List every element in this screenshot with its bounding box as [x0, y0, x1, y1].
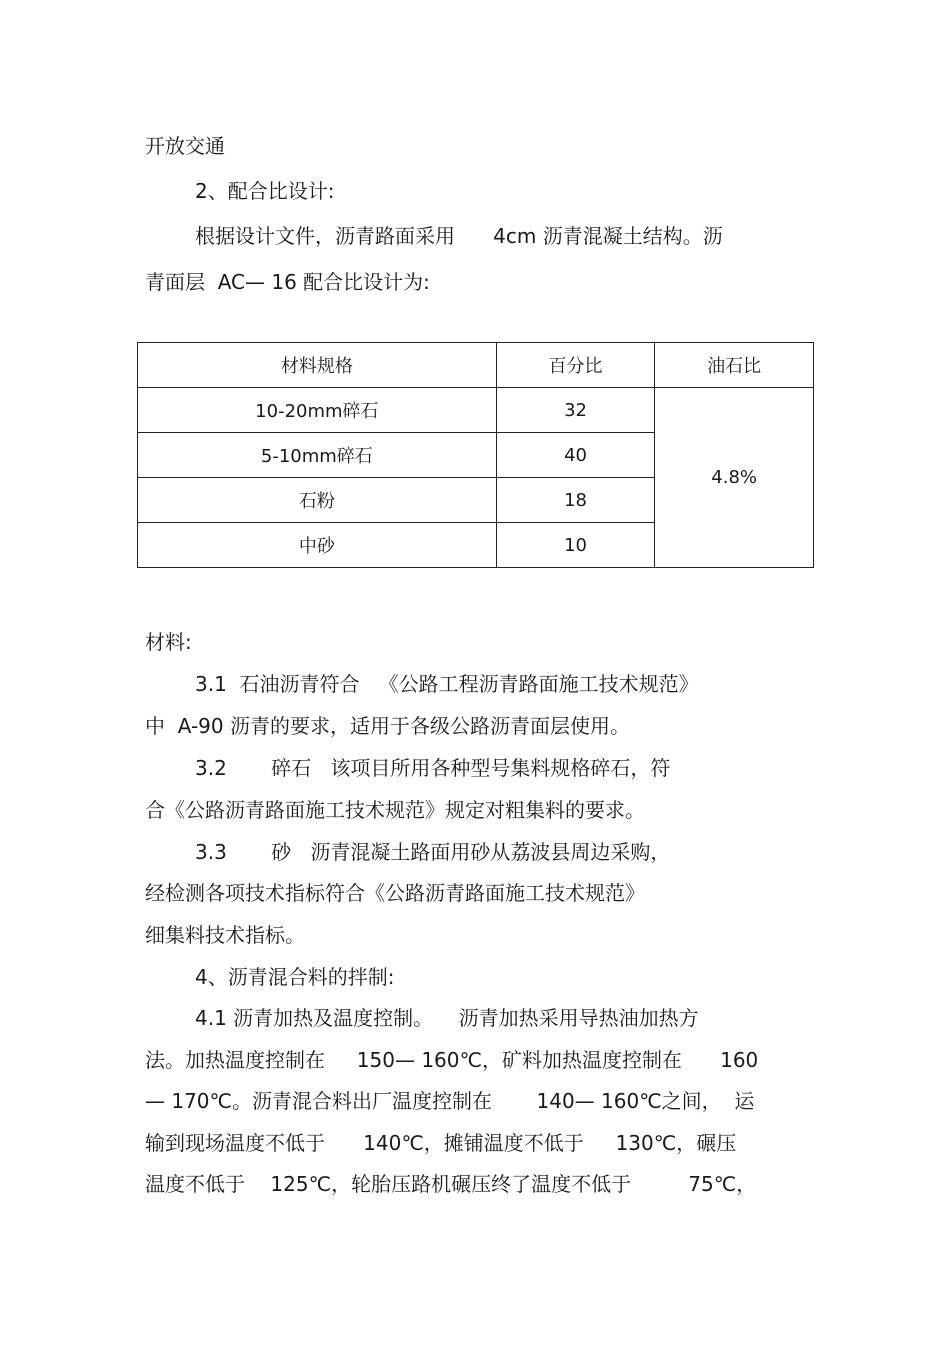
paragraph-line: 输到现场温度不低于 140℃，摊铺温度不低于 130℃，碾压: [145, 1131, 737, 1155]
paragraph-line: 经检测各项技术指标符合《公路沥青路面施工技术规范》: [145, 881, 645, 905]
paragraph-line: 细集料技术指标。: [145, 923, 305, 947]
heading-mix-design: 2、配合比设计:: [195, 179, 335, 203]
cell-asphalt-ratio: 4.8%: [655, 388, 814, 568]
paragraph-line: 青面层 AC— 16 配合比设计为:: [145, 270, 430, 294]
paragraph-line: 法。加热温度控制在 150— 160℃，矿料加热温度控制在 160: [145, 1048, 759, 1072]
cell-material: 5-10mm碎石: [138, 433, 497, 478]
cell-percent: 10: [496, 523, 655, 568]
cell-material: 中砂: [138, 523, 497, 568]
header-percent: 百分比: [496, 343, 655, 388]
cell-percent: 32: [496, 388, 655, 433]
paragraph-line: 温度不低于 125℃，轮胎压路机碾压终了温度不低于 75℃，: [145, 1172, 757, 1196]
table-row: [138, 388, 814, 433]
paragraph-line: 3.3 砂 沥青混凝土路面用砂从荔波县周边采购，: [195, 840, 671, 864]
header-material: 材料规格: [138, 343, 497, 388]
mix-design-table: [137, 342, 814, 568]
paragraph-line: 3.1 石油沥青符合 《公路工程沥青路面施工技术规范》: [195, 672, 699, 696]
line-open-traffic: 开放交通: [145, 134, 225, 158]
table-header-row: [138, 343, 814, 388]
heading-materials: 材料:: [145, 630, 192, 654]
cell-material: 石粉: [138, 478, 497, 523]
paragraph-line: 合《公路沥青路面施工技术规范》规定对粗集料的要求。: [145, 798, 645, 822]
heading-mixing: 4、沥青混合料的拌制:: [195, 965, 395, 989]
paragraph-line: 中 A-90 沥青的要求，适用于各级公路沥青面层使用。: [145, 714, 630, 738]
header-asphalt-ratio: 油石比: [655, 343, 814, 388]
cell-percent: 18: [496, 478, 655, 523]
paragraph-line: 3.2 碎石 该项目所用各种型号集料规格碎石，符: [195, 756, 671, 780]
paragraph-line: 4.1 沥青加热及温度控制。 沥青加热采用导热油加热方: [195, 1006, 699, 1030]
paragraph-line: — 170℃。沥青混合料出厂温度控制在 140— 160℃之间， 运: [145, 1089, 755, 1113]
cell-material: 10-20mm碎石: [138, 388, 497, 433]
paragraph-line: 根据设计文件，沥青路面采用 4cm 沥青混凝土结构。沥: [195, 224, 723, 248]
cell-percent: 40: [496, 433, 655, 478]
